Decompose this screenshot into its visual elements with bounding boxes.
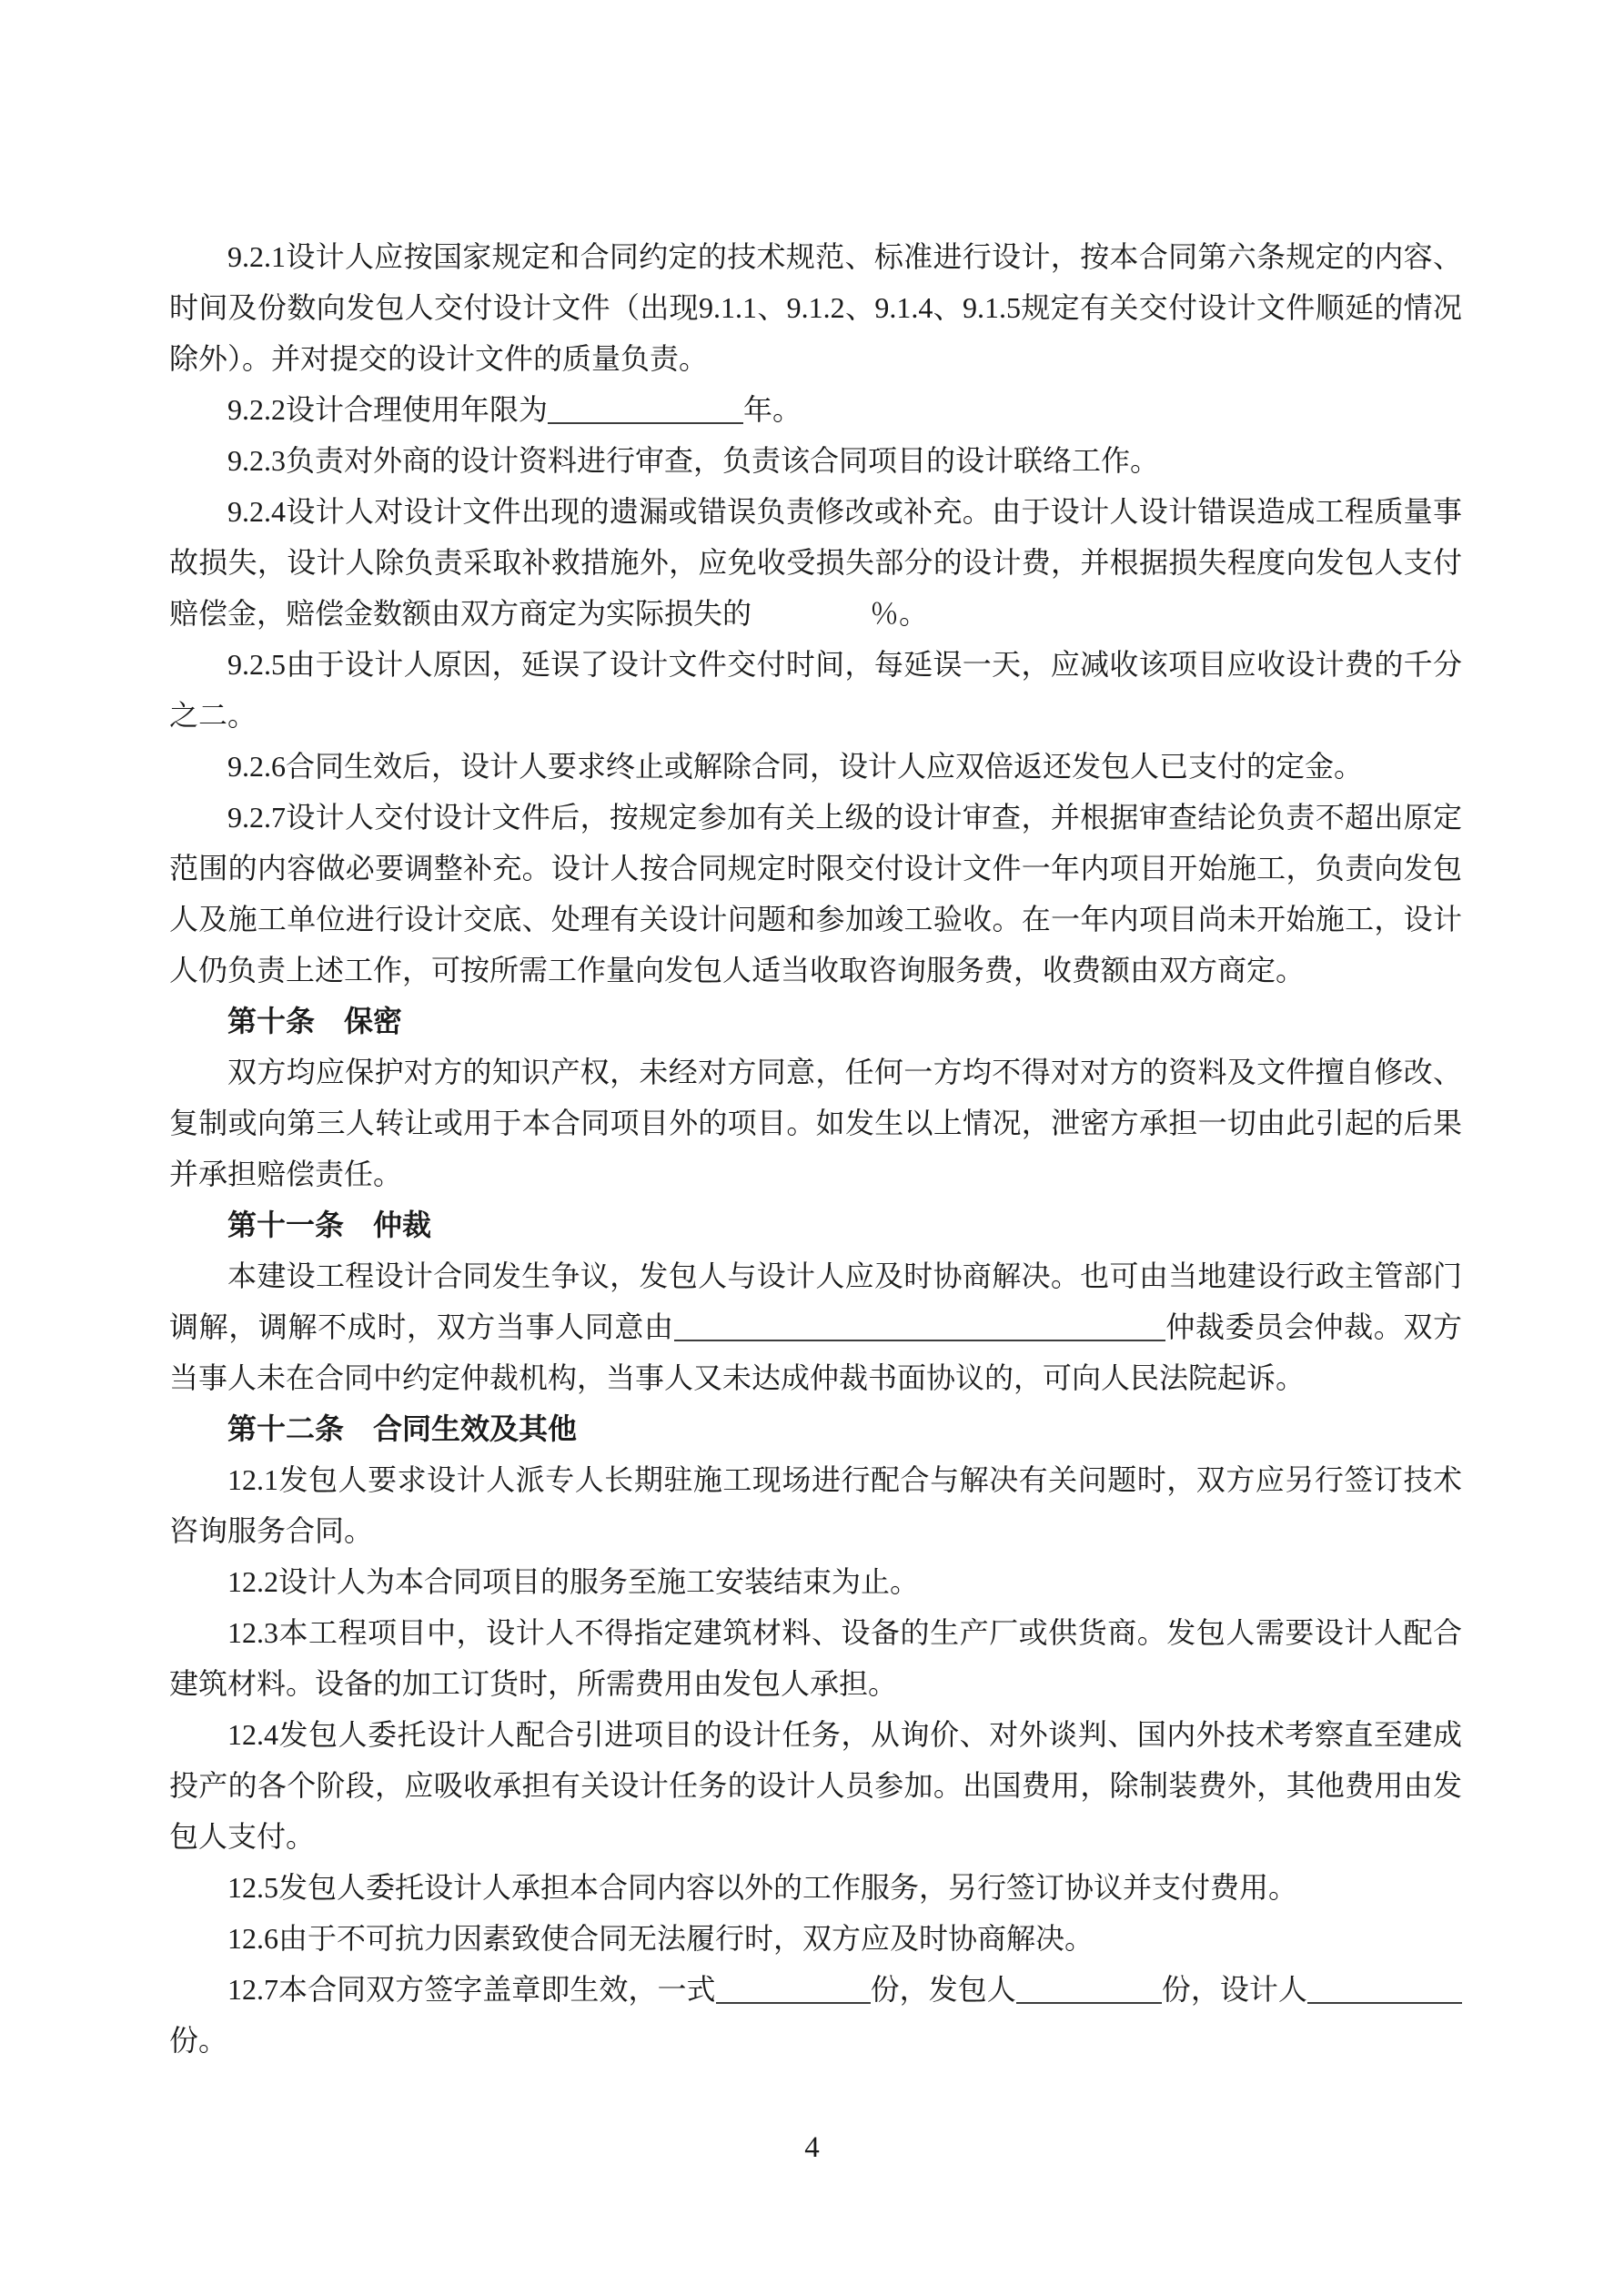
paragraph (169, 792, 1462, 996)
fill-in-blank-space (751, 614, 870, 623)
text-run: 份。 (169, 2024, 228, 2057)
paragraph (169, 639, 1462, 741)
section-heading (169, 1199, 1462, 1250)
text-run: 12.5发包人委托设计人承担本合同内容以外的工作服务，另行签订协议并支付费用。 (227, 1871, 1298, 1904)
paragraph (169, 1556, 1462, 1607)
text-run: 双方均应保护对方的知识产权，未经对方同意，任何一方均不得对对方的资料及文件擅自修改、复制或向第三人转让或用于本合同项目外的项目。如发生以上情况，泄密方承担一切由此引起的后果并承担赔偿责任。 (169, 1056, 1462, 1190)
text-run: 9.2.4设计人对设计文件出现的遗漏或错误负责修改或补充。由于设计人设计错误造成工程质量事故损失，设计人除负责采取补救措施外，应免收受损失部分的设计费，并根据损失程度向发包人支付赔偿金，赔偿金数额由双方商定为实际损失的 (169, 495, 1462, 630)
text-run: 9.2.3负责对外商的设计资料进行审查，负责该合同项目的设计联络工作。 (227, 444, 1160, 477)
paragraph (169, 1607, 1462, 1709)
section-heading (169, 1403, 1462, 1454)
paragraph (169, 231, 1462, 384)
paragraph (169, 1913, 1462, 1964)
fill-in-blank-underline (1016, 1971, 1162, 2004)
fill-in-blank-underline (1307, 1971, 1462, 2004)
paragraph (169, 1454, 1462, 1556)
text-run: 12.7本合同双方签字盖章即生效，一式 (227, 1973, 716, 2006)
text-run: 12.4发包人委托设计人配合引进项目的设计任务，从询价、对外谈判、国内外技术考察直至建成投产的各个阶段，应吸收承担有关设计任务的设计人员参加。出国费用，除制装费外，其他费用由发包人支付。 (169, 1718, 1462, 1853)
paragraph (169, 486, 1462, 639)
text-run: 年。 (743, 393, 802, 426)
text-run: 9.2.5由于设计人原因，延误了设计文件交付时间，每延误一天，应减收该项目应收设计费的千分之二。 (169, 648, 1462, 732)
text-run: 12.6由于不可抗力因素致使合同无法履行时，双方应及时协商解决。 (227, 1922, 1094, 1955)
text-run: 9.2.1设计人应按国家规定和合同约定的技术规范、标准进行设计，按本合同第六条规定的内容、时间及份数向发包人交付设计文件（出现9.1.1、9.1.2、9.1.4、9.1.5规定有关交付设计文件顺延的情况除外）。并对提交的设计文件的质量负责。 (169, 240, 1462, 375)
paragraph (169, 1047, 1462, 1199)
page-number: 4 (804, 2131, 820, 2164)
paragraph (169, 1709, 1462, 1862)
paragraph (169, 435, 1462, 486)
text-run: 9.2.7设计人交付设计文件后，按规定参加有关上级的设计审查，并根据审查结论负责不超出原定范围的内容做必要调整补充。设计人按合同规定时限交付设计文件一年内项目开始施工，负责向发包人及施工单位进行设计交底、处理有关设计问题和参加竣工验收。在一年内项目尚未开始施工，设计人仍负责上述工作，可按所需工作量向发包人适当收取咨询服务费，收费额由双方商定。 (169, 801, 1462, 986)
text-run: 第十二条 合同生效及其他 (227, 1412, 578, 1445)
paragraph (169, 384, 1462, 435)
paragraph (169, 1862, 1462, 1913)
text-run: 12.1发包人要求设计人派专人长期驻施工现场进行配合与解决有关问题时，双方应另行签订技术咨询服务合同。 (169, 1463, 1462, 1547)
text-run: ％。 (870, 597, 929, 630)
document-content (169, 231, 1462, 2066)
fill-in-blank-underline (548, 391, 743, 424)
text-run: 仲裁委员会仲裁。双方当事人未在合同中约定仲裁机构，当事人又未达成仲裁书面协议的，可向人民法院起诉。 (169, 1310, 1462, 1394)
paragraph (169, 1250, 1462, 1403)
paragraph (169, 1964, 1462, 2066)
text-run: 12.3本工程项目中，设计人不得指定建筑材料、设备的生产厂或供货商。发包人需要设计人配合建筑材料。设备的加工订货时，所需费用由发包人承担。 (169, 1616, 1462, 1700)
text-run: 第十条 保密 (227, 1005, 403, 1037)
fill-in-blank-underline (716, 1971, 871, 2004)
fill-in-blank-underline (674, 1309, 1165, 1341)
text-run: 本建设工程设计合同发生争议，发包人与设计人应及时协商解决。也可由当地建设行政主管部门调解，调解不成时，双方当事人同意由 (169, 1259, 1462, 1343)
text-run: 9.2.2设计合理使用年限为 (227, 393, 549, 426)
section-heading (169, 996, 1462, 1047)
paragraph (169, 741, 1462, 792)
text-run: 份，设计人 (1161, 1973, 1307, 2006)
text-run: 12.2设计人为本合同项目的服务至施工安装结束为止。 (227, 1565, 920, 1598)
text-run: 份，发包人 (870, 1973, 1016, 2006)
text-run: 第十一条 仲裁 (227, 1209, 432, 1241)
text-run: 9.2.6合同生效后，设计人要求终止或解除合同，设计人应双倍返还发包人已支付的定金。 (227, 750, 1364, 783)
